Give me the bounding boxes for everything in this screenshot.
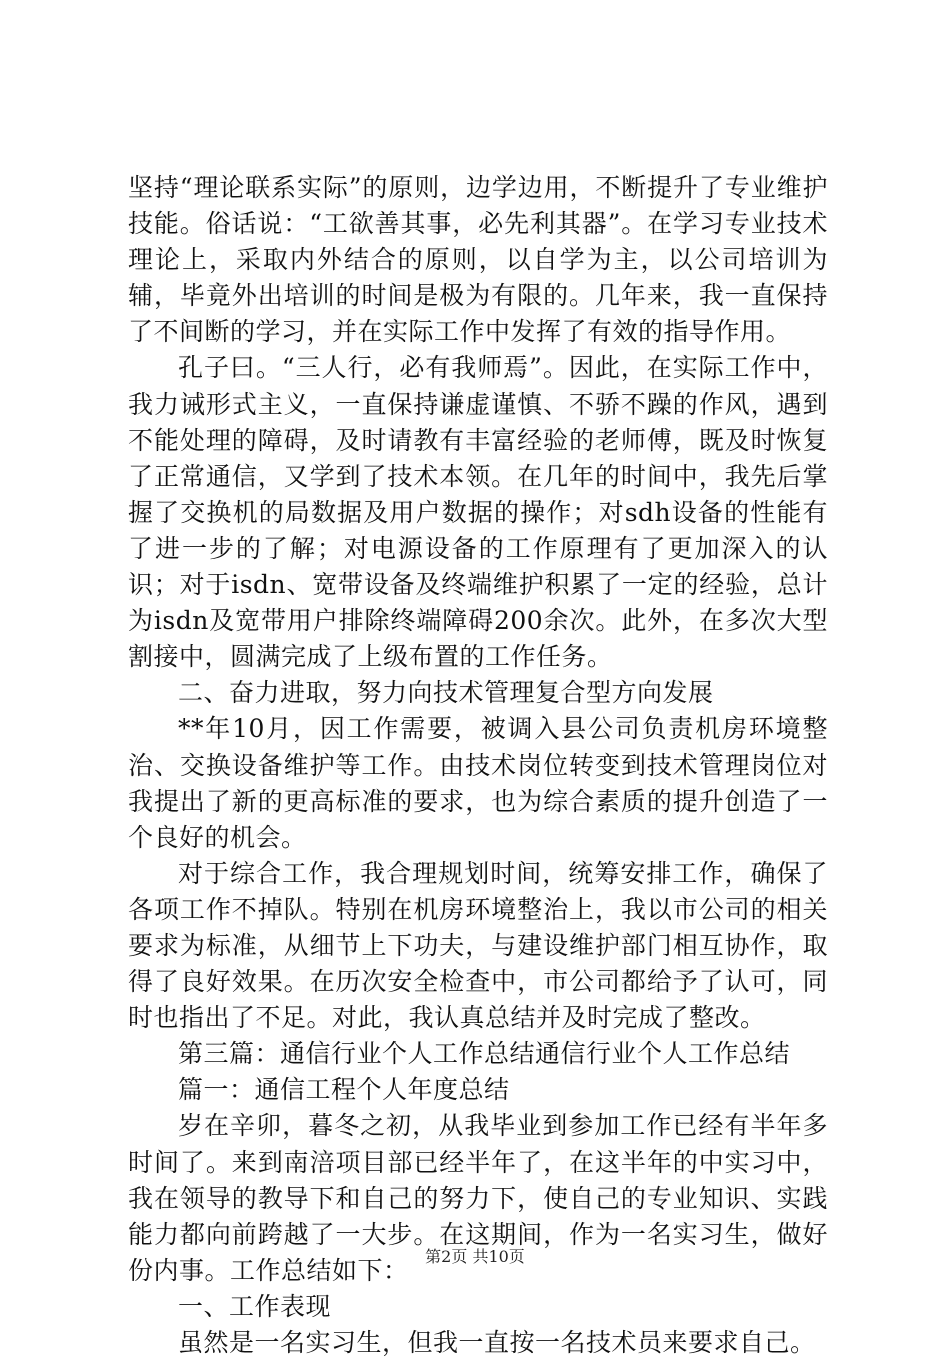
paragraph: 岁在辛卯，暮冬之初，从我毕业到参加工作已经有半年多时间了。来到南涪项目部已经半年了，在这半年的中实习中，我在领导的教导下和自己的努力下，使自己的专业知识、实践能力都向前跨越了一大步。在这期间，作为一名实习生，做好份内事。工作总结如下： bbox=[128, 1111, 828, 1285]
section-heading: 一、工作表现 bbox=[178, 1291, 332, 1321]
paragraph: 对于综合工作，我合理规划时间，统筹安排工作，确保了各项工作不掉队。特别在机房环境整治上，我以市公司的相关要求为标准，从细节上下功夫，与建设维护部门相互协作，取得了良好效果。在历次安全检查中，市公司都给予了认可，同时也指出了不足。对此，我认真总结并及时完成了整改。 bbox=[128, 858, 828, 1033]
page-number-footer: 第2页 共10页 bbox=[425, 1247, 525, 1266]
document-body bbox=[128, 170, 828, 1361]
section-heading: 第三篇：通信行业个人工作总结通信行业个人工作总结 bbox=[178, 1039, 791, 1069]
paragraph: **年10月，因工作需要，被调入县公司负责机房环境整治、交换设备维护等工作。由技术岗位转变到技术管理岗位对我提出了新的更高标准的要求，也为综合素质的提升创造了一个良好的机会。 bbox=[128, 714, 828, 852]
section-heading: 二、奋力进取，努力向技术管理复合型方向发展 bbox=[178, 678, 714, 708]
paragraph: 虽然是一名实习生，但我一直按一名技术员来要求自己。 bbox=[178, 1328, 816, 1357]
paragraph: 坚持“理论联系实际”的原则，边学边用，不断提升了专业维护技能。俗话说：“工欲善其事，必先利其器”。在学习专业技术理论上，采取内外结合的原则，以自学为主，以公司培训为辅，毕竟外出培训的时间是极为有限的。几年来，我一直保持了不间断的学习，并在实际工作中发挥了有效的指导作用。 bbox=[128, 173, 828, 347]
paragraph: 孔子曰。“三人行，必有我师焉”。因此，在实际工作中，我力诫形式主义，一直保持谦虚谨慎、不骄不躁的作风，遇到不能处理的障碍，及时请教有丰富经验的老师傅，既及时恢复了正常通信，又学到了技术本领。在几年的时间中，我先后掌握了交换机的局数据及用户数据的操作；对sdh设备的性能有了进一步的了解；对电源设备的工作原理有了更加深入的认识；对于isdn、宽带设备及终端维护积累了一定的经验，总计为isdn及宽带用户排除终端障碍200余次。此外，在多次大型割接中，圆满完成了上级布置的工作任务。 bbox=[128, 353, 828, 672]
section-heading: 篇一：通信工程个人年度总结 bbox=[178, 1075, 510, 1105]
